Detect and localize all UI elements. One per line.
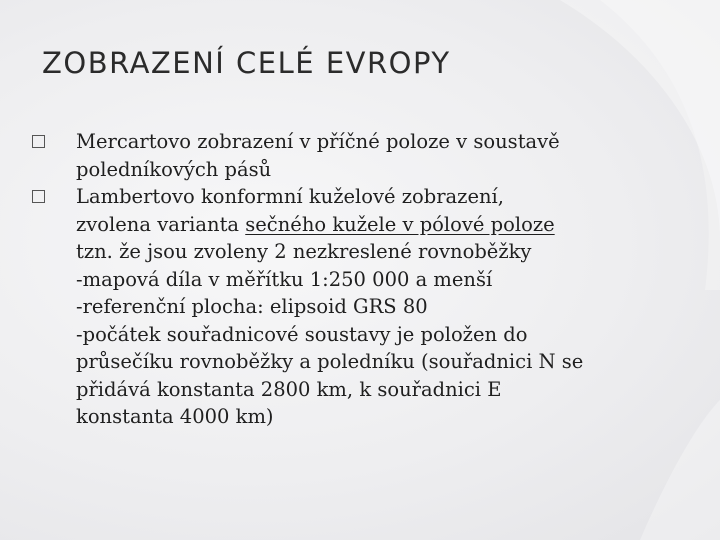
text-line: -referenční plocha: elipsoid GRS 80 — [76, 295, 428, 318]
text-line: tzn. že jsou zvoleny 2 nezkreslené rovnoběžky — [76, 240, 532, 263]
slide-title: ZOBRAZENÍ CELÉ EVROPY — [42, 46, 451, 80]
text-fragment: zvolena varianta — [76, 212, 246, 236]
bullet-item-mercator — [32, 128, 642, 183]
text-line: konstanta 4000 km) — [76, 405, 274, 428]
underlined-text: sečného kužele v pólové poloze — [245, 212, 555, 236]
text-line — [76, 211, 642, 239]
square-bullet-icon — [32, 190, 45, 203]
slide-body — [32, 128, 642, 431]
text-line: průsečíku rovnoběžky a poledníku (souřadnici N se — [76, 350, 584, 373]
text-line: -počátek souřadnicové soustavy je položen do — [76, 322, 528, 346]
text-line: -mapová díla v měřítku 1:250 000 a menší — [76, 267, 493, 291]
arc-decoration-3 — [640, 400, 720, 540]
square-bullet-icon — [32, 135, 45, 148]
text-line: přidává konstanta 2800 km, k souřadnici E — [76, 377, 502, 401]
text-line: poledníkových pásů — [76, 157, 272, 181]
bullet-item-lambert — [32, 183, 642, 431]
text-line: Lambertovo konformní kuželové zobrazení, — [76, 185, 504, 208]
text-line: Mercartovo zobrazení v příčné poloze v soustavě — [76, 130, 560, 153]
